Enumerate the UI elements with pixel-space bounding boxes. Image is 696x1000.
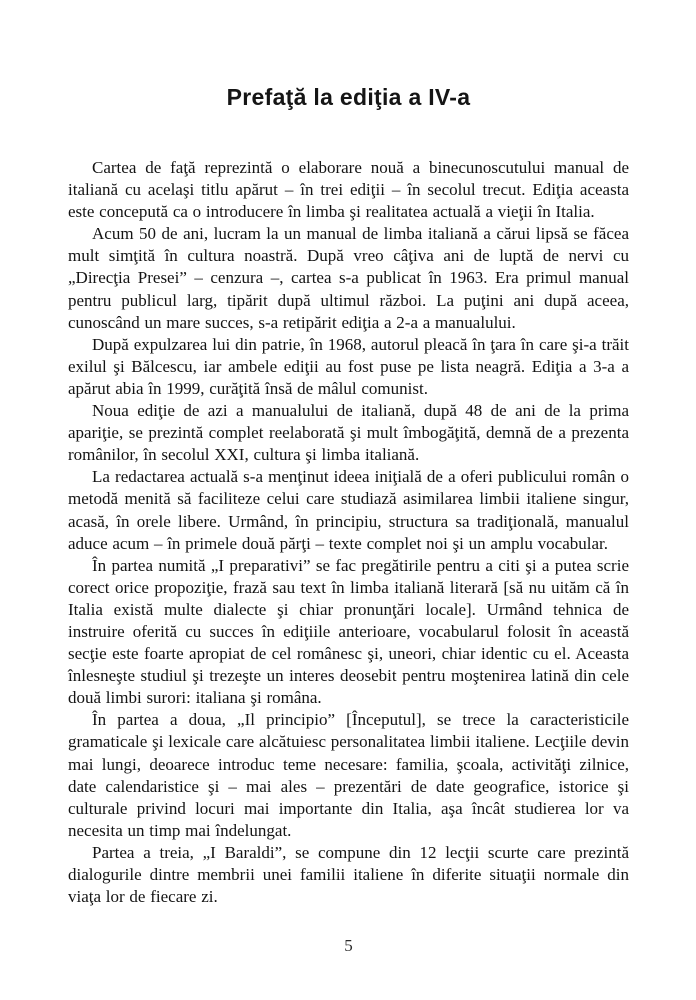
paragraph: Noua ediţie de azi a manualului de italiană, după 48 de ani de la prima apariţie, se prezintă complet reelaborată şi mult îmbogăţită, demnă de a prezenta românilor, în secolul XXI, cultura şi limba italiană.: [68, 401, 629, 465]
preface-body: [68, 157, 629, 908]
paragraph: După expulzarea lui din patrie, în 1968, autorul pleacă în ţara în care şi-a trăit exilul şi Bălcescu, iar ambele ediţii au fost puse pe lista neagră. Ediţia a 3-a a apărut abia în 1999, curăţită însă de mâlul comunist.: [68, 334, 629, 398]
paragraph: Cartea de faţă reprezintă o elaborare nouă a binecunoscutului manual de italiană cu acelaşi titlu apărut – în trei ediţii – în secolul trecut. Ediţia aceasta este concepută ca o introducere în limba şi realitatea actuală a vieţii în Italia.: [68, 158, 629, 222]
page-number: 5: [344, 936, 353, 956]
paragraph: În partea numită „I preparativi” se fac pregătirile pentru a citi şi a putea scrie corect orice propoziţie, frază sau text în limba italiană literară [să nu uităm că în Italia există multe dialecte şi chiar pronunţări locale]. Urmând tehnica de instruire oferită cu succes în ediţiile anterioare, vocabularul folosit în această secţie este foarte apropiat de cel românesc şi, uneori, chiar identic cu el. Aceasta înlesneşte studiul şi trezeşte un interes deosebit pentru moştenirea latină din cele două limbi surori: italiana şi româna.: [68, 555, 629, 708]
paragraph: Partea a treia, „I Baraldi”, se compune din 12 lecţii scurte care prezintă dialogurile dintre membrii unei familii italiene în diferite situaţii normale din viaţa lor de fiecare zi.: [68, 842, 629, 907]
paragraph: În partea a doua, „Il principio” [Începutul], se trece la caracteristicile gramaticale şi lexicale care alcătuiesc personalitatea limbii italiene. Lecţiile devin mai lungi, deoarece introduc teme necesare: familia, şcoala, activităţi zilnice, date calendaristice şi – mai ales – prezentări de date geografice, istorice şi culturale privind locuri mai importante din Italia, aşa încât studierea lor va necesita un timp mai îndelungat.: [68, 710, 629, 840]
paragraph: Acum 50 de ani, lucram la un manual de limba italiană a cărui lipsă se făcea mult simţită în cultura noastră. După vreo câţiva ani de luptă de nervi cu „Direcţia Presei” – cenzura –, cartea s-a publicat în 1963. Era primul manual pentru publicul larg, tipărit după ultimul război. La puţini ani după aceea, cunoscând un mare succes, s-a retipărit ediţia a 2-a a manualului.: [68, 224, 629, 332]
paragraph: La redactarea actuală s-a menţinut ideea iniţială de a oferi publicului român o metodă menită să faciliteze celui care studiază asimilarea limbii italiene singur, acasă, în orele libere. Urmând, în principiu, structura sa tradiţională, manualul aduce acum – în primele două părţi – texte complet noi şi un amplu vocabular.: [68, 467, 629, 553]
page-title: Prefaţă la ediţia a IV-a: [226, 84, 471, 110]
